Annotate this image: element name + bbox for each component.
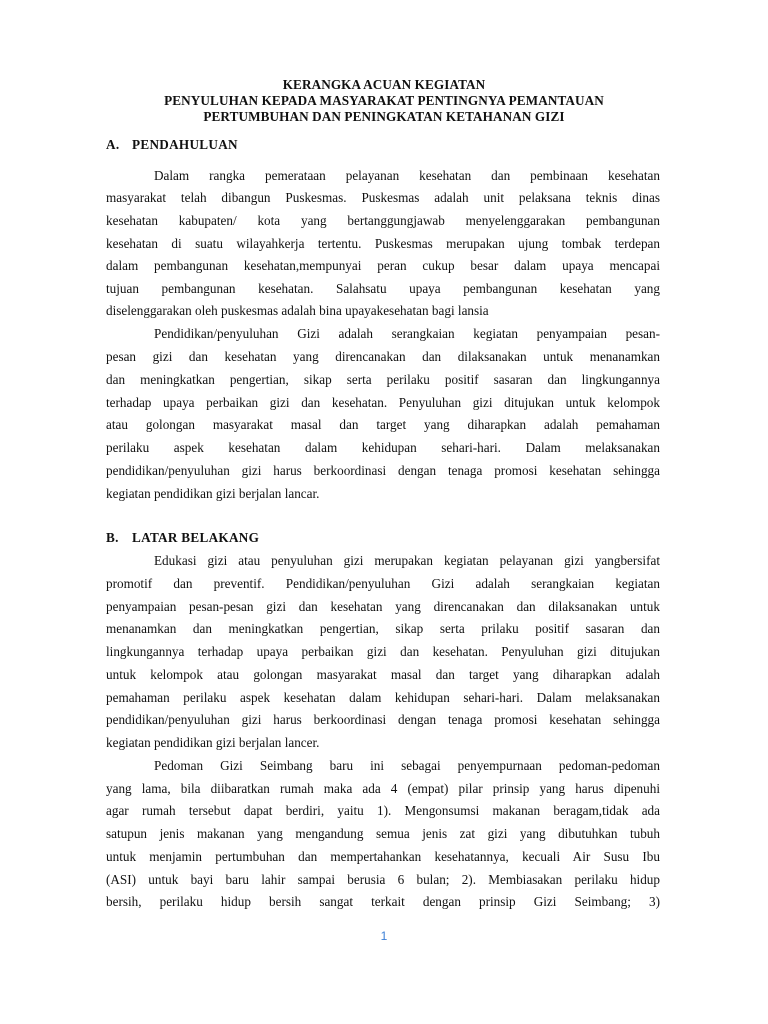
paragraph-line: satupun jenis makanan yang mengandung semua jenis zat gizi yang dibutuhkan tubuh <box>106 826 660 841</box>
paragraph-line: agar rumah tersebut dapat berdiri, yaitu 1). Mengonsumsi makanan beragam,tidak ada <box>106 803 660 818</box>
paragraph-line: pendidikan/penyuluhan gizi harus berkoordinasi dengan tenaga promosi kesehatan sehingga <box>106 463 660 478</box>
paragraph-line: kesehatan di suatu wilayahkerja tertentu. Puskesmas merupakan ujung tombak terdepan <box>106 236 660 251</box>
paragraph-line: Pedoman Gizi Seimbang baru ini sebagai penyempurnaan pedoman-pedoman <box>154 758 660 773</box>
section-heading-latar-belakang <box>106 530 259 546</box>
paragraph-line: pendidikan/penyuluhan gizi harus berkoordinasi dengan tenaga promosi kesehatan sehingga <box>106 712 660 727</box>
paragraph-line: yang lama, bila diibaratkan rumah maka ada 4 (empat) pilar prinsip yang harus dipenuhi <box>106 781 660 796</box>
title-line-2: PENYULUHAN KEPADA MASYARAKAT PENTINGNYA PEMANTAUAN <box>164 93 604 108</box>
section-title: PENDAHULUAN <box>132 137 238 152</box>
paragraph-line: menanamkan dan meningkatkan pengertian, sikap serta prilaku positif sasaran dan <box>106 621 660 636</box>
section-label: B. <box>106 530 119 545</box>
paragraph-line: terhadap upaya perbaikan gizi dan kesehatan. Penyuluhan gizi ditujukan untuk kelompok <box>106 395 660 410</box>
paragraph-line: Dalam rangka pemerataan pelayanan kesehatan dan pembinaan kesehatan <box>154 168 660 183</box>
paragraph-line: penyampaian pesan-pesan gizi dan kesehatan yang direncanakan dan dilaksanakan untuk <box>106 599 660 614</box>
paragraph-line: masyarakat telah dibangun Puskesmas. Puskesmas adalah unit pelaksana teknis dinas <box>106 190 660 205</box>
section-heading-pendahuluan <box>106 137 238 153</box>
paragraph-line: pesan gizi dan kesehatan yang direncanakan dan dilaksanakan untuk menanamkan <box>106 349 660 364</box>
paragraph-line: (ASI) untuk bayi baru lahir sampai berusia 6 bulan; 2). Membiasakan perilaku hidup <box>106 872 660 887</box>
paragraph-line: Edukasi gizi atau penyuluhan gizi merupakan kegiatan pelayanan gizi yangbersifat <box>154 553 660 568</box>
paragraph-line: tujuan pembangunan kesehatan. Salahsatu upaya pembangunan kesehatan yang <box>106 281 660 296</box>
title-line-3: PERTUMBUHAN DAN PENINGKATAN KETAHANAN GIZI <box>203 109 565 124</box>
paragraph-line: dalam pembangunan kesehatan,mempunyai peran cukup besar dalam upaya mencapai <box>106 258 660 273</box>
page-number: 1 <box>380 929 388 943</box>
section-label: A. <box>106 137 120 152</box>
paragraph-line: kegiatan pendidikan gizi berjalan lancar. <box>106 486 320 501</box>
paragraph-line: untuk menjamin pertumbuhan dan mempertahankan kesehatannya, kecuali Air Susu Ibu <box>106 849 660 864</box>
section-title: LATAR BELAKANG <box>132 530 260 545</box>
paragraph-line: dan meningkatkan pengertian, sikap serta perilaku positif sasaran dan lingkungannya <box>106 372 660 387</box>
paragraph-line: lingkungannya terhadap upaya perbaikan gizi dan kesehatan. Penyuluhan gizi ditujukan <box>106 644 660 659</box>
paragraph-line: diselenggarakan oleh puskesmas adalah bina upayakesehatan bagi lansia <box>106 303 489 318</box>
document-title <box>0 77 768 125</box>
paragraph-line: pemahaman perilaku aspek kesehatan dalam kehidupan sehari-hari. Dalam melaksanakan <box>106 690 660 705</box>
paragraph-line: kesehatan kabupaten/ kota yang bertanggungjawab menyelenggarakan pembangunan <box>106 213 660 228</box>
paragraph-line: Pendidikan/penyuluhan Gizi adalah serangkaian kegiatan penyampaian pesan- <box>154 326 660 341</box>
paragraph-line: untuk kelompok atau golongan masyarakat masal dan target yang diharapkan adalah <box>106 667 660 682</box>
paragraph-line: promotif dan preventif. Pendidikan/penyuluhan Gizi adalah serangkaian kegiatan <box>106 576 660 591</box>
paragraph-line: bersih, perilaku hidup bersih sangat terkait dengan prinsip Gizi Seimbang; 3) <box>106 894 660 909</box>
paragraph-line: kegiatan pendidikan gizi berjalan lancer. <box>106 735 320 750</box>
paragraph-line: atau golongan masyarakat masal dan target yang diharapkan adalah pemahaman <box>106 417 660 432</box>
title-line-1: KERANGKA ACUAN KEGIATAN <box>282 77 486 92</box>
paragraph-line: perilaku aspek kesehatan dalam kehidupan sehari-hari. Dalam melaksanakan <box>106 440 660 455</box>
